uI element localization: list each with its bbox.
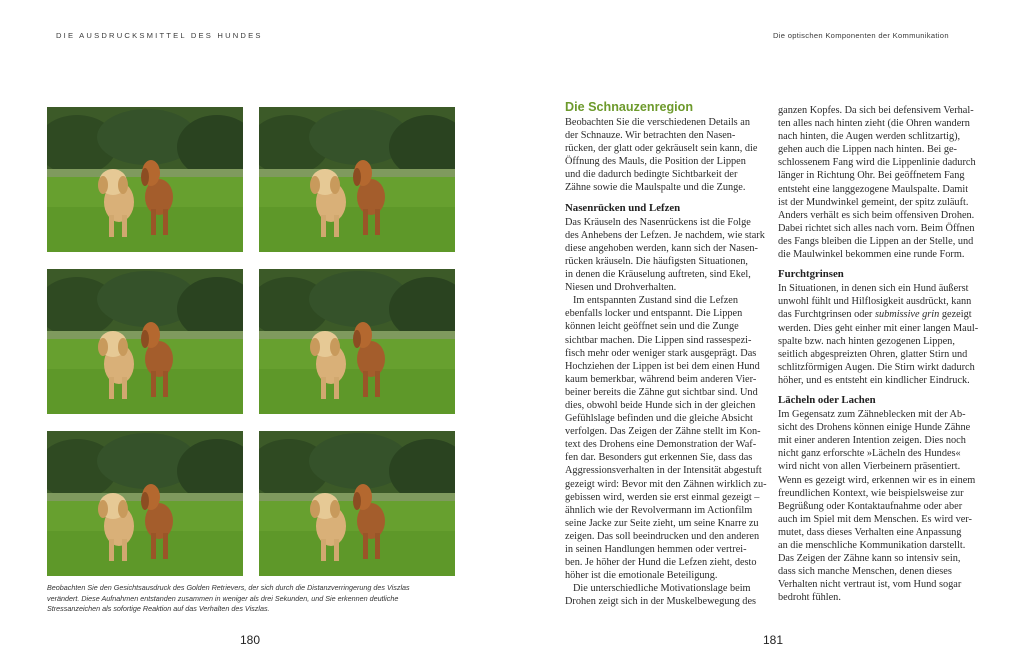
text-line: Drohen zeigt sich in der Muskelbewegung des [565,596,757,608]
text-line: gehen auch die Lippen nach hinten. Bei ge- [778,144,957,156]
text-line: Begrüßung oder Kontaktaufnahme oder aber [778,500,963,512]
paragraph-kopf [778,104,978,261]
text-line: ben. Je höher der Hund die Lefzen zieht, desto [565,557,757,569]
text-line: unwohl fühlt und Hilflosigkeit ausdrückt, kann [778,296,972,308]
text-line: des Fangs bleiben die Lippen an der Stelle, und [778,235,974,247]
text-line: bedroht fühlen. [778,592,841,604]
text-line: verfolgen. Das Zeigen der Zähne stellt im Kon- [565,426,761,438]
text-line: rücken, der glatt oder gekräuselt sein kann, die [565,143,758,155]
photo-5 [47,431,243,576]
text-line: freundlichen Kontext, wie beispielsweise zur [778,487,964,499]
intro-paragraph [565,116,765,195]
text-line: länger in Richtung Ohr. Bei geöffnetem Fang [778,170,965,182]
text-line: können leicht geöffnet sein und die Zunge [565,321,739,333]
text-line: zeigen. Das soll beeindrucken und den anderen [565,530,760,542]
text-line: Hochziehen der Lippen ist bei dem einen Hund [565,360,760,372]
text-line: werden. Dies geht einher mit einer langen Maul- [778,322,979,334]
text-line: an die menschliche Kommunikation darstellt. [778,540,966,551]
text-line: sicht des Drohens können einige Hunde Zähne [778,422,971,434]
photo-4 [259,269,455,414]
text-line: in denen die Kräuselung auftreten, sind Ekel, [565,269,751,281]
text-line: seitlich abgespreizten Ohren, glatter Stirn und [778,348,968,360]
section-title: Die Schnauzenregion [565,100,694,114]
text-line: fen dar. Besonders gut erkennen Sie, dass das [565,452,753,464]
text-column-left [565,100,765,608]
text-line: mit einer anderen Intention zeigen. Dies noch [778,435,966,447]
text-line: und die dadurch bedingte Sichtbarkeit der [565,169,738,181]
text-line: Niesen und Drohverhalten. [565,282,677,294]
caption-line: Stressanzeichen als sofortige Reaktion auf das Verhalten des Viszlas. [47,604,270,614]
paragraph-motivation [565,582,765,608]
text-line: mutet, dass dieses Verhalten eine Anpassung [778,526,962,538]
text-line: Gefühlslage befinden und die gleiche Absicht [565,413,753,425]
text-line: text des Drohens eine Demonstration der Waf- [565,439,757,451]
running-head-right: Die optischen Komponenten der Kommunikation [773,31,949,40]
text-line: ist der Mundwinkel gemeint, der spitz zuläuft. [778,196,969,208]
text-line: kaum bemerkbar, während beim anderen Vier- [565,373,757,385]
photo-2 [259,107,455,252]
text-line: In Situationen, in denen sich ein Hund äußerst [778,283,969,295]
text-line: Beobachten Sie die verschiedenen Details an [565,117,750,128]
text-line: gebissen wird, werden sie erst einmal gezeigt – [565,491,760,503]
paragraph-lefzen [565,294,765,582]
text-line: Zähne sowie die Maulspalte und die Zunge. [565,182,746,194]
text-line: fisch mehr oder weniger stark ausgeprägt. Das [565,347,757,359]
text-line: seine Jacke zur Seite zieht, um seine Knarre zu [565,517,759,529]
text-line: beiner bereits die Zähne gut sichtbar sind. Und [565,386,758,398]
paragraph-furchtgrinsen [778,282,978,387]
text-line: in seinen Handlungen hemmen oder vertrei- [565,544,747,555]
text-column-right [778,104,978,604]
text-line: der Schnauze. Wir betrachten den Nasen- [565,130,736,142]
text-line: Das Kräuseln des Nasenrückens ist die Folge [565,216,751,228]
text-line: ähnlich wie der Revolvermann im Actionfilm [565,504,753,516]
text-line: ten alles nach hinten zieht (die Ohren wandern [778,118,970,130]
page-number-left: 180 [240,633,261,647]
subhead-furchtgrinsen: Furchtgrinsen [778,268,844,281]
text-line: Im Gegensatz zum Zähneblecken mit der Ab- [778,409,966,421]
text-line: dies, obwohl beide Hunde sich in der gleichen [565,399,756,411]
text-line: sichtbar machen. Die Lippen sind rassespezi- [565,334,752,346]
text-line: ganzen Kopfes. Da sich bei defensivem Verhal- [778,105,974,116]
text-line: diese angehoben werden, kann sich der Nasen- [565,242,758,254]
running-head-left: DIE AUSDRUCKSMITTEL DES HUNDES [56,31,263,40]
caption-line: verändert. Diese Aufnahmen entstanden zusammen in weniger als drei Sekunden, und Sie erkennen deutliche [47,593,399,603]
text-line: das Furchtgrinsen oder submissive grin gezeigt [778,309,972,321]
photo-caption [47,583,457,615]
paragraph-kraeuseln [565,216,765,295]
photo-3 [47,269,243,414]
photo-6 [259,431,455,576]
photo-1 [47,107,243,252]
caption-line: Beobachten Sie den Gesichtsausdruck des Golden Retrievers, der sich durch die Distanzverringerung des Viszlas [47,583,410,592]
text-line: schlossenem Fang wird die Lippenlinie dadurch [778,157,976,169]
text-line: Wenn es gezeigt wird, erkennen wir es in einem [778,474,976,486]
text-line: des Anhebens der Lefzen. Je nachdem, wie stark [565,229,765,241]
text-line: entsteht eine langgezogene Maulspalte. Damit [778,183,969,195]
text-line: auch im Spiel mit dem Menschen. Es wird ver- [778,513,972,525]
subhead-nasenruecken: Nasenrücken und Lefzen [565,201,681,214]
text-line: Öffnung des Mauls, die Position der Lippen [565,156,746,168]
page-number-right: 181 [763,633,784,647]
text-line: nach hinten, die Augen werden schlitzartig), [778,131,961,143]
text-line: höher, und es entsteht ein kindlicher Eindruck. [778,374,970,386]
text-line: Verhalten nicht vertraut ist, vom Hund sogar [778,579,962,591]
paragraph-laecheln [778,408,978,604]
text-line: spalte bzw. nach hinten gezogenen Lippen, [778,335,955,347]
text-line: dass sich manche Menschen, denen dieses [778,566,952,578]
text-line: Im entspannten Zustand sind die Lefzen [573,295,738,307]
text-line: Anders verhält es sich beim offensiven Drohen. [778,209,975,221]
text-line: Die unterschiedliche Motivationslage beim [573,583,751,595]
text-line: ebenfalls locker und entspannt. Die Lippen [565,308,743,320]
text-line: rücken kräuseln. Die häufigsten Situationen, [565,255,749,267]
text-line: Dabei richtet sich alles nach vorn. Beim Öffnen [778,222,975,234]
text-line: nicht ganz erforschte »Lächeln des Hundes« [778,448,961,460]
subhead-laecheln: Lächeln oder Lachen [778,393,876,406]
text-line: die Maulwinkel bekommen eine runde Form. [778,249,965,261]
text-line: Aggressionsverhalten in der Intensität abgestuft [565,465,762,477]
text-line: höher ist die emotionale Beteiligung. [565,570,718,582]
text-line: gezeigt wird: Bevor mit den Zähnen wirklich zu- [565,478,767,490]
text-line: schlitzförmigen Augen. Die Stirn wirkt dadurch [778,361,975,373]
text-line: wird nicht von allen Vierbeinern präsentiert. [778,461,961,473]
text-line: Das Zeigen der Zähne kann so intensiv sein, [778,553,961,565]
